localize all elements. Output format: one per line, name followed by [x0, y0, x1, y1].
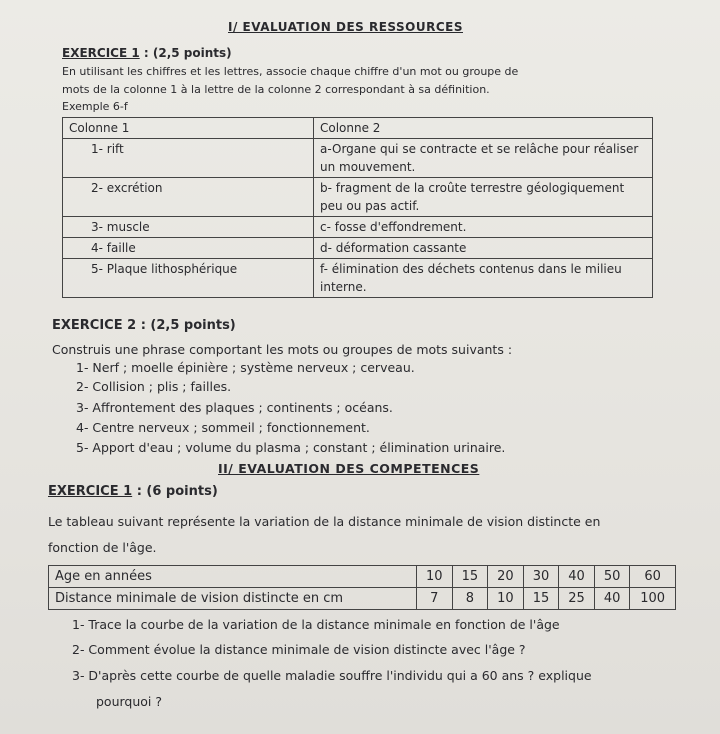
header-column1: Colonne 1: [63, 118, 314, 139]
distance-row: [49, 588, 676, 610]
age-row: [49, 566, 676, 588]
age-cell: 40: [559, 566, 595, 588]
age-row-label: Age en années: [49, 566, 417, 588]
section1-title: I/ EVALUATION DES RESSOURCES: [228, 20, 463, 34]
distance-cell: 15: [523, 588, 559, 610]
exercise1-example: Exemple 6-f: [62, 100, 128, 113]
question-3-line2: pourquoi ?: [96, 694, 163, 709]
distance-cell: 40: [594, 588, 630, 610]
definition-cell: a-Organe qui se contracte et se relâche pour réaliser un mouvement.: [314, 139, 653, 178]
age-cell: 60: [630, 566, 676, 588]
age-cell: 15: [452, 566, 488, 588]
header-column2: Colonne 2: [314, 118, 653, 139]
competence-exercise-points: : (6 points): [132, 484, 218, 499]
distance-cell: 25: [559, 588, 595, 610]
age-cell: 20: [488, 566, 524, 588]
list-item: 4- Centre nerveux ; sommeil ; fonctionnement.: [76, 420, 370, 435]
table-row: [63, 139, 653, 178]
age-cell: 50: [594, 566, 630, 588]
term-cell: 4- faille: [63, 238, 314, 259]
list-item: 1- Nerf ; moelle épinière ; système nerveux ; cerveau.: [76, 360, 415, 375]
matching-table: [62, 117, 653, 298]
list-item: 5- Apport d'eau ; volume du plasma ; constant ; élimination urinaire.: [76, 440, 506, 455]
list-item: 3- Affrontement des plaques ; continents ; océans.: [76, 400, 393, 415]
list-item: 2- Collision ; plis ; failles.: [76, 379, 232, 394]
competence-intro-line1: Le tableau suivant représente la variation de la distance minimale de vision distincte en: [48, 514, 601, 529]
term-cell: 3- muscle: [63, 217, 314, 238]
definition-cell: c- fosse d'effondrement.: [314, 217, 653, 238]
exercise2-instruction: Construis une phrase comportant les mots ou groupes de mots suivants :: [52, 342, 513, 357]
distance-cell: 10: [488, 588, 524, 610]
question-3-line1: 3- D'après cette courbe de quelle maladie souffre l'individu qui a 60 ans ? explique: [72, 668, 592, 683]
exercise2-title: EXERCICE 2 : (2,5 points): [52, 318, 236, 333]
vision-distance-table: [48, 565, 676, 610]
definition-cell: d- déformation cassante: [314, 238, 653, 259]
age-cell: 30: [523, 566, 559, 588]
distance-cell: 8: [452, 588, 488, 610]
distance-cell: 7: [417, 588, 453, 610]
table-header-row: [63, 118, 653, 139]
exercise1-points: : (2,5 points): [139, 46, 232, 60]
definition-cell: b- fragment de la croûte terrestre géologiquement peu ou pas actif.: [314, 178, 653, 217]
table-row: [63, 259, 653, 298]
exercise1-instruction-line2: mots de la colonne 1 à la lettre de la colonne 2 correspondant à sa définition.: [62, 83, 490, 96]
table-row: [63, 178, 653, 217]
table-row: [63, 238, 653, 259]
exercise1-label: EXERCICE 1: [62, 46, 140, 60]
table-row: [63, 217, 653, 238]
competence-exercise-label: EXERCICE 1: [48, 484, 133, 499]
age-cell: 10: [417, 566, 453, 588]
term-cell: 1- rift: [63, 139, 314, 178]
term-cell: 5- Plaque lithosphérique: [63, 259, 314, 298]
exercise1-instruction-line1: En utilisant les chiffres et les lettres, associe chaque chiffre d'un mot ou groupe de: [62, 65, 519, 78]
term-cell: 2- excrétion: [63, 178, 314, 217]
exercise1-heading: [62, 46, 232, 60]
definition-cell: f- élimination des déchets contenus dans le milieu interne.: [314, 259, 653, 298]
distance-cell: 100: [630, 588, 676, 610]
section2-title: II/ EVALUATION DES COMPETENCES: [218, 461, 480, 476]
competence-intro-line2: fonction de l'âge.: [48, 540, 157, 555]
question-2: 2- Comment évolue la distance minimale de vision distincte avec l'âge ?: [72, 642, 526, 657]
question-1: 1- Trace la courbe de la variation de la distance minimale en fonction de l'âge: [72, 617, 560, 632]
distance-row-label: Distance minimale de vision distincte en cm: [49, 588, 417, 610]
competence-exercise-heading: [48, 484, 218, 499]
